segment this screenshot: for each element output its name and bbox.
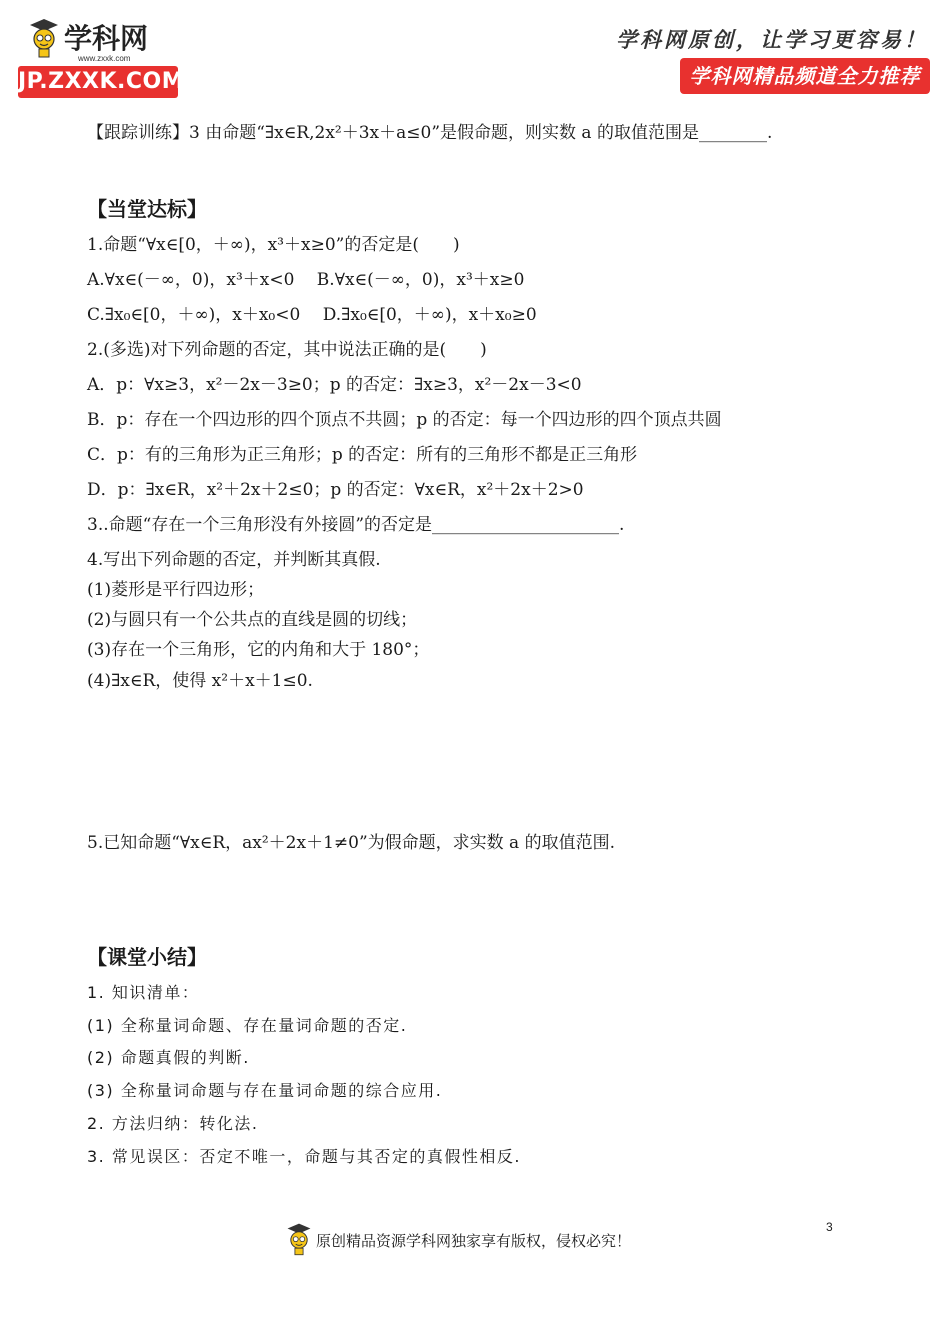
summary-heading: 【课堂小结】 xyxy=(87,945,207,969)
question-4-part-1: (1)菱形是平行四边形； xyxy=(87,580,265,600)
question-1: 1.命题“∀x∈[0，＋∞)，x³＋x≥0”的否定是( ) xyxy=(87,235,460,255)
summary-line: (1) 全称量词命题、存在量词命题的否定. xyxy=(87,1016,408,1035)
site-logo[interactable] xyxy=(18,14,188,98)
mascot-icon xyxy=(284,1222,314,1258)
logo-name: 学科网 xyxy=(64,22,149,55)
question-4-part-3: (3)存在一个三角形，它的内角和大于 180°； xyxy=(87,640,430,660)
question-1-options-ab: A.∀x∈(－∞，0)，x³＋x<0 B.∀x∈(－∞，0)，x³＋x≥0 xyxy=(87,270,525,290)
question-2-option-b: B．p：存在一个四边形的四个顶点不共圆；p 的否定：每一个四边形的四个顶点共圆 xyxy=(87,410,722,430)
question-2-option-c: C．p：有的三角形为正三角形；p 的否定：所有的三角形不都是正三角形 xyxy=(87,445,638,465)
page-number: 3 xyxy=(826,1220,833,1234)
question-4-part-4: (4)∃x∈R，使得 x²＋x＋1≤0. xyxy=(87,671,313,691)
mascot-icon xyxy=(26,17,62,61)
question-2-option-d: D．p：∃x∈R，x²＋2x＋2≤0；p 的否定：∀x∈R，x²＋2x＋2>0 xyxy=(87,480,584,500)
question-5: 5.已知命题“∀x∈R，ax²＋2x＋1≠0”为假命题，求实数 a 的取值范围. xyxy=(87,833,615,853)
summary-line: 1. 知识清单： xyxy=(87,983,200,1002)
logo-domain: JP.ZXXK.COM xyxy=(18,66,178,98)
question-2: 2.(多选)对下列命题的否定，其中说法正确的是( ) xyxy=(87,340,487,360)
summary-line: (3) 全称量词命题与存在量词命题的综合应用. xyxy=(87,1081,443,1100)
practice-heading: 【当堂达标】 xyxy=(87,197,207,221)
recommend-banner[interactable]: 学科网精品频道全力推荐 xyxy=(680,58,930,94)
question-4-part-2: (2)与圆只有一个公共点的直线是圆的切线； xyxy=(87,610,418,630)
tracking-exercise: 【跟踪训练】3 由命题“∃x∈R,2x²＋3x＋a≤0”是假命题，则实数 a 的取值范围是________. xyxy=(87,123,773,143)
question-4: 4.写出下列命题的否定，并判断其真假. xyxy=(87,550,381,570)
copyright-text: 原创精品资源学科网独家享有版权，侵权必究！ xyxy=(316,1231,632,1250)
footer xyxy=(284,1222,631,1258)
logo-url: www.zxxk.com xyxy=(78,54,131,63)
summary-line: 2. 方法归纳：转化法. xyxy=(87,1114,259,1133)
summary-line: 3. 常见误区：否定不唯一，命题与其否定的真假性相反. xyxy=(87,1147,521,1166)
question-2-option-a: A．p：∀x≥3，x²－2x－3≥0；p 的否定：∃x≥3，x²－2x－3<0 xyxy=(87,375,582,395)
summary-line: (2) 命题真假的判断. xyxy=(87,1048,250,1067)
question-3: 3..命题“存在一个三角形没有外接圆”的否定是______________________. xyxy=(87,515,625,535)
slogan: 学科网原创，让学习更容易！ xyxy=(616,27,928,52)
question-1-options-cd: C.∃x₀∈[0，＋∞)，x＋x₀<0 D.∃x₀∈[0，＋∞)，x＋x₀≥0 xyxy=(87,305,537,325)
